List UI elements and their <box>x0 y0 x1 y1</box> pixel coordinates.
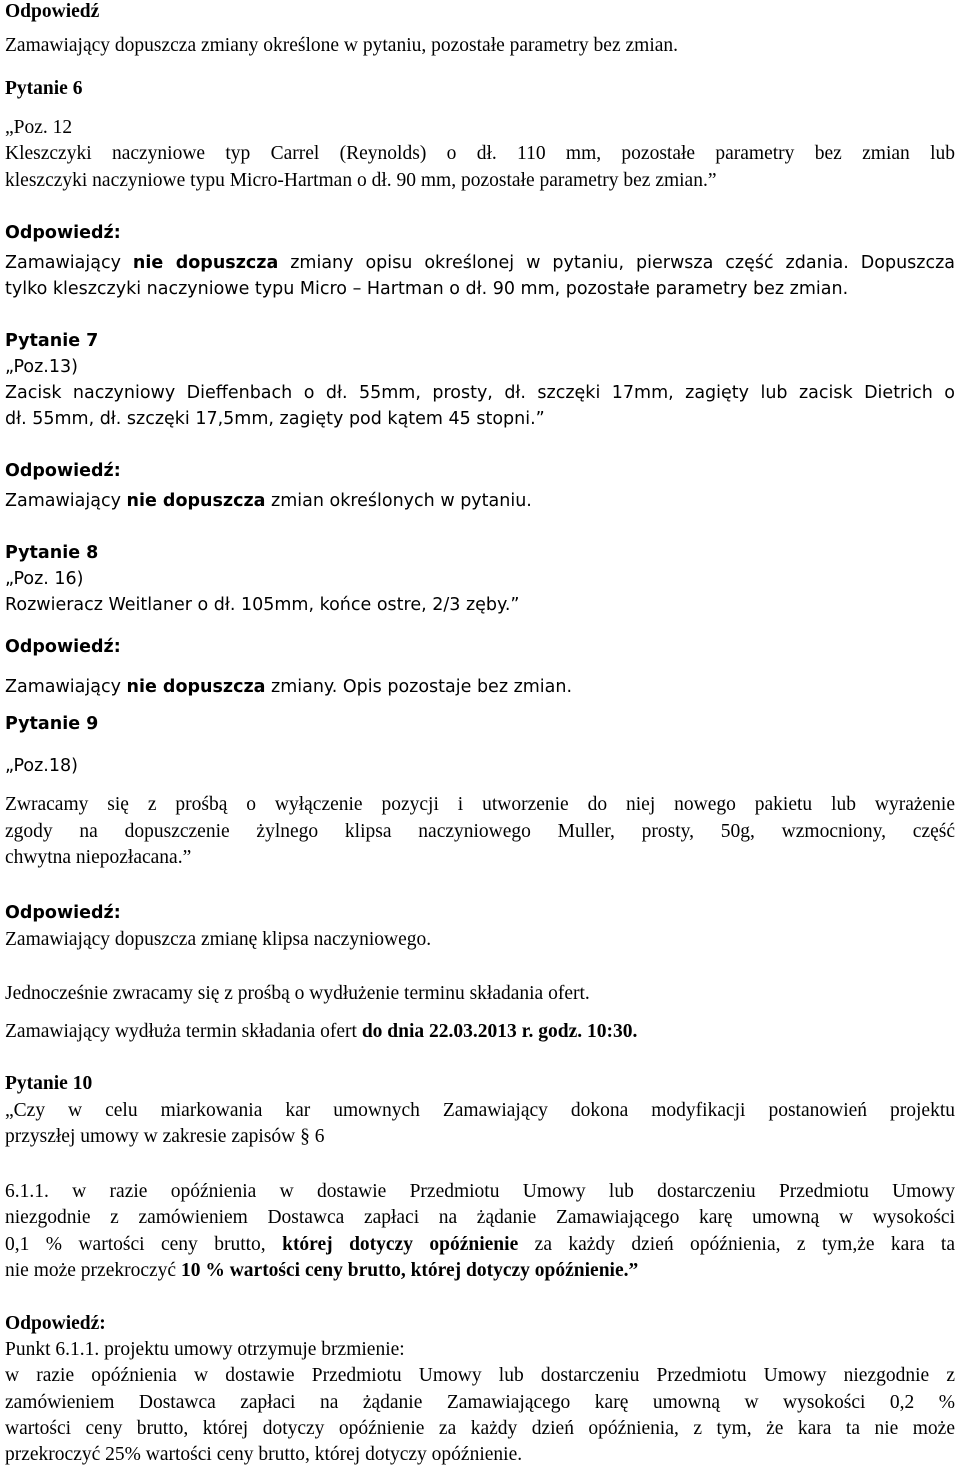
question-text-line: Zacisk naczyniowy Dieffenbach o dł. 55mm, prosty, dł. szczęki 17mm, zagięty lub zacisk Dietrich o <box>5 383 955 403</box>
deadline-text: Zamawiający wydłuża termin składania ofert do dnia 22.03.2013 r. godz. 10:30. <box>5 1021 638 1042</box>
question-text-line: Rozwieracz Weitlaner o dł. 105mm, końce ostre, 2/3 zęby.” <box>5 595 520 615</box>
answer-text-line: tylko kleszczyki naczyniowe typu Micro – Hartman o dł. 90 mm, pozostałe parametry bez zmian. <box>5 279 849 299</box>
contract-clause-line: 0,1 % wartości ceny brutto, której dotyczy opóźnienie za każdy dzień opóźnienia, z tym,że kara ta <box>5 1234 955 1255</box>
contract-clause-line: nie może przekroczyć 10 % wartości ceny brutto, której dotyczy opóźnienie.” <box>5 1260 639 1281</box>
question-text-line: „Czy w celu miarkowania kar umownych Zamawiający dokona modyfikacji postanowień projektu <box>5 1100 955 1121</box>
question-title: Pytanie 8 <box>5 543 99 563</box>
answer-heading: Odpowiedź: <box>5 903 121 923</box>
answer-text-line: zamówieniem Dostawca zapłaci na żądanie Zamawiającego karę umowną w wysokości 0,2 % <box>5 1392 955 1413</box>
position-ref: „Poz. 16) <box>5 569 84 589</box>
answer-heading: Odpowiedź: <box>5 1313 106 1334</box>
question-title: Pytanie 6 <box>5 78 83 99</box>
question-text-line: kleszczyki naczyniowe typu Micro-Hartman o dł. 90 mm, pozostałe parametry bez zmian.” <box>5 170 717 191</box>
question-title: Pytanie 9 <box>5 714 99 734</box>
answer-heading: Odpowiedź <box>5 1 100 22</box>
question-text-line: zgody na dopuszczenie żylnego klipsa naczyniowego Muller, prosty, 50g, wzmocniony, część <box>5 821 955 842</box>
position-ref: „Poz.13) <box>5 357 78 377</box>
answer-text-line: przekroczyć 25% wartości ceny brutto, której dotyczy opóźnienie. <box>5 1444 523 1465</box>
position-ref: „Poz. 12 <box>5 117 73 138</box>
contract-clause-line: niezgodnie z zamówieniem Dostawca zapłaci na żądanie Zamawiającego karę umowną w wysokości <box>5 1207 955 1228</box>
question-text-line: Kleszczyki naczyniowe typ Carrel (Reynolds) o dł. 110 mm, pozostałe parametry bez zmian lub <box>5 143 955 164</box>
question-text-line: przyszłej umowy w zakresie zapisów § 6 <box>5 1126 325 1147</box>
answer-text: Zamawiający nie dopuszcza zmiany. Opis pozostaje bez zmian. <box>5 677 573 697</box>
position-ref: „Poz.18) <box>5 756 78 776</box>
answer-text: Zamawiający dopuszcza zmiany określone w pytaniu, pozostałe parametry bez zmian. <box>5 35 679 56</box>
question-text-line: chwytna niepozłacana.” <box>5 847 192 868</box>
answer-text: Zamawiający nie dopuszcza zmian określonych w pytaniu. <box>5 491 532 511</box>
answer-text-line: Zamawiający nie dopuszcza zmiany opisu określonej w pytaniu, pierwsza część zdania. Dopuszcza <box>5 253 955 273</box>
answer-heading: Odpowiedź: <box>5 223 121 243</box>
question-text-line: dł. 55mm, dł. szczęki 17,5mm, zagięty pod kątem 45 stopni.” <box>5 409 545 429</box>
answer-text: Zamawiający dopuszcza zmianę klipsa naczyniowego. <box>5 929 432 950</box>
question-text-line: Zwracamy się z prośbą o wyłączenie pozycji i utworzenie do niej nowego pakietu lub wyrażenie <box>5 794 955 815</box>
answer-heading: Odpowiedź: <box>5 461 121 481</box>
answer-text-line: wartości ceny brutto, której dotyczy opóźnienie za każdy dzień opóźnienia, z tym, że kara ta nie może <box>5 1418 955 1439</box>
contract-clause-line: 6.1.1. w razie opóźnienia w dostawie Przedmiotu Umowy lub dostarczeniu Przedmiotu Umowy <box>5 1181 955 1202</box>
answer-text-line: w razie opóźnienia w dostawie Przedmiotu Umowy lub dostarczeniu Przedmiotu Umowy niezgodnie z <box>5 1365 955 1386</box>
answer-text-line: Punkt 6.1.1. projektu umowy otrzymuje brzmienie: <box>5 1339 405 1360</box>
extra-request-text: Jednocześnie zwracamy się z prośbą o wydłużenie terminu składania ofert. <box>5 983 590 1004</box>
question-title: Pytanie 7 <box>5 331 99 351</box>
answer-heading: Odpowiedź: <box>5 637 121 657</box>
question-title: Pytanie 10 <box>5 1073 93 1094</box>
